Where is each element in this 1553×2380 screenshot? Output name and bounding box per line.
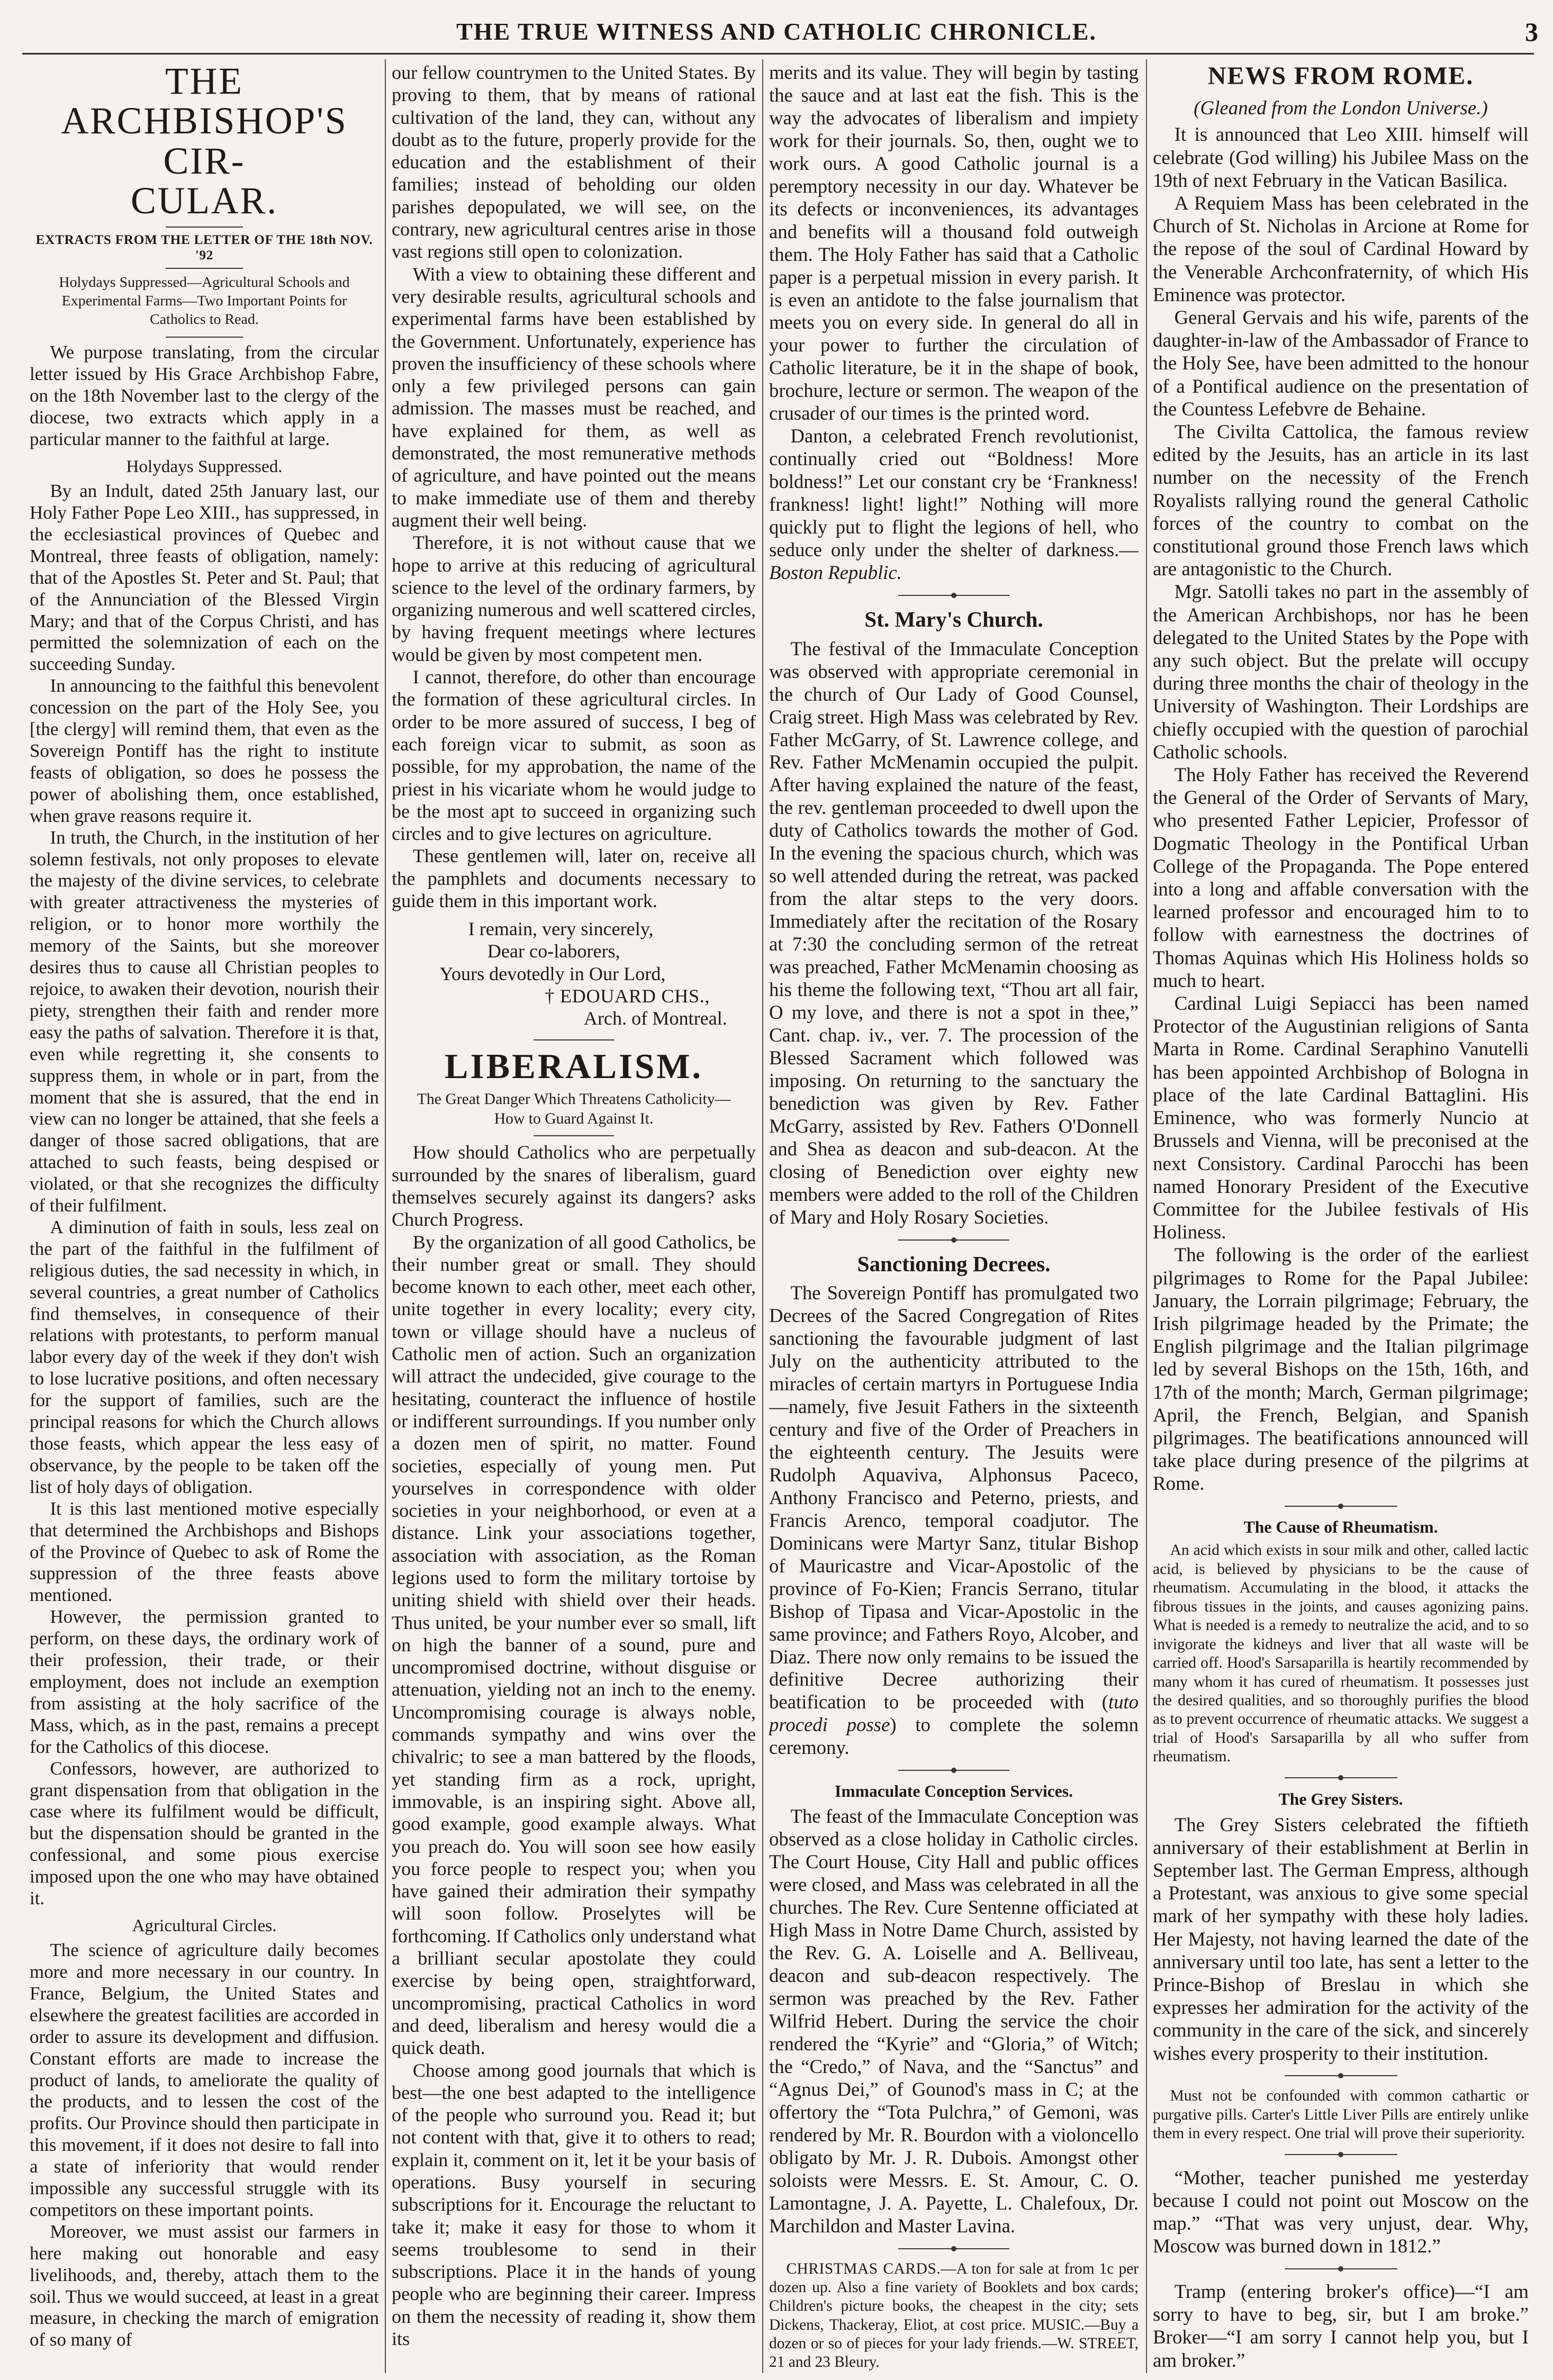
section-separator [1285, 2075, 1397, 2076]
column-3 [769, 61, 1139, 2372]
paragraph-text: ) to complete the solemn ceremony. [769, 1714, 1139, 1759]
circular-extract-line: EXTRACTS FROM THE LETTER OF THE 18th NOV. '92 [35, 232, 373, 263]
section-separator [1285, 2154, 1397, 2155]
masthead-title: THE TRUE WITNESS AND CATHOLIC CHRONICLE. [456, 18, 1097, 45]
column-4 [1153, 61, 1529, 2372]
section-separator [1285, 2268, 1397, 2269]
signature-line: I remain, very sincerely, [468, 918, 654, 940]
article-paragraph: We purpose translating, from the circular letter issued by His Grace Archbishop Fabre, on the 18th November last to the clergy of the diocese, two extracts which apply in a particular manner to the faithful at large. [30, 342, 379, 450]
section-separator [898, 2248, 1009, 2249]
immaculate-headline: Immaculate Conception Services. [835, 1781, 1073, 1800]
source-note: (Gleaned from the London Universe.) [1194, 96, 1488, 119]
ad-lead: CHRISTMAS CARDS. [786, 2260, 941, 2277]
article-paragraph: The Grey Sisters celebrated the fiftieth anniversary of their establishment at Berlin in September last. The German Empress, although a Protestant, was anxious to give some special mark of her sympathy with these holy ladies. Her Majesty, not having learned the date of the anniversary until too late, has sent a letter to the Prince-Bishop of Breslau in which she expresses her admiration for the activity of the community in the care of the sick, and sincerely wishes every prosperity to their institution. [1153, 1813, 1529, 2064]
column-rule [762, 59, 763, 2373]
decrees-headline: Sanctioning Decrees. [857, 1251, 1051, 1276]
article-paragraph: The science of agriculture daily becomes more and more necessary in our country. In France, Belgium, the United States and elsewhere the greatest facilities are accorded in order to assure its development and diffusion. Constant efforts are made to increase the product of lands, to ameliorate the quality of the products, and to lessen the cost of the profits. Our Province should then participate in this movement, if it does not desire to fall into a state of inferiority that would render impossible any successful struggle with its competitors on these important points. [30, 1940, 379, 2220]
circular-deck: Holydays Suppressed—Agricultural Schools and Experimental Farms—Two Important Points for Catholics to Read. [59, 274, 350, 328]
article-paragraph: The Civilta Cattolica, the famous review edited by the Jesuits, has an article in its last number on the necessity of the French Royalists rallying round the general Catholic forces of the country to combat on the constitutional ground those French laws which are antagonistic to the Church. [1153, 421, 1529, 580]
article-paragraph: How should Catholics who are perpetually surrounded by the snares of liberalism, guard themselves securely against its dangers? asks Church Progress. [392, 1142, 756, 1230]
article-paragraph: By the organization of all good Catholics, be their number great or small. They should become known to each other, meet each other, unite together in every locality; every city, town or village should have a nucleus of Catholic men of action. Such an organization will attract the undecided, give courage to the hesitating, counteract the influence of hostile or indifferent surroundings. If you number only a dozen men of spirit, no matter. Found societies, especially of young men. Put yourselves in correspondence with older societies in your neighborhood, or even at a distance. Link your associations together, association with association, as the Roman legions used to form the military tortoise by uniting shield with shield over their heads. Thus united, be your number ever so small, lift on high the banner of a sound, pure and uncompromised doctrine, without disguise or attenuation, yielding not an inch to the enemy. Uncompromising courage is always noble, commands sympathy and wins over the chivalric; to see a man battered by the floods, yet standing firm as a rock, upright, immovable, is an inspiring sight. Above all, good example, good example always. What you preach do. You will soon see how easily you force people to respect you; when you have gained their admiration their sympathy will soon follow. Proselytes will be forthcoming. If Catholics only understand what a brilliant secular apostolate they could exercise by being open, straightforward, uncompromising, practical Catholics in word and deed, liberalism and heresy would die a quick death. [392, 1231, 756, 2059]
column-flow [30, 61, 379, 2351]
article-paragraph: I cannot, therefore, do other than encourage the formation of these agricultural circles. In order to be more assured of success, I beg of each foreign vicar to submit, as soon as possible, for my approbation, the name of the priest in his vicariate whom he would judge to be the most apt to succeed in organizing such circles and to give lectures on agriculture. [392, 666, 756, 845]
article-paragraph: A Requiem Mass has been celebrated in the Church of St. Nicholas in Arcione at Rome for the repose of the soul of Cardinal Howard by the Venerable Archconfraternity, of which His Eminence was protector. [1153, 192, 1529, 305]
rheumatism-headline: The Cause of Rheumatism. [1243, 1518, 1438, 1537]
source-credit: Boston Republic. [769, 561, 902, 583]
column-flow [1153, 61, 1529, 2372]
article-paragraph: It is announced that Leo XIII. himself will celebrate (God willing) his Jubilee Mass on the 19th of next February in the Vatican Basilica. [1153, 123, 1529, 191]
section-separator [898, 595, 1009, 596]
article-paragraph: The Holy Father has received the Reverend the General of the Order of Servants of Mary, who presented Father Lepicier, Professor of Dogmatic Theology in the Pontifical Urban College of the Propaganda. The Pope entered into a long and affable conversation with the learned professor and encouraged him to to follow with earnestness the doctrines of Thomas Aquinas which His Holiness holds so much to heart. [1153, 764, 1529, 991]
paragraph-text: The Sovereign Pontiff has promulgated two Decrees of the Sacred Congregation of Rites sanctioning the favourable judgment of last July on the authenticity attributed to the miracles of certain martyrs in Portuguese India—namely, five Jesuit Fathers in the sixteenth century and five of the Order of Preachers in the eighteenth century. The Jesuits were Rudolph Aquaviva, Alphonsus Paceco, Anthony Francisco and Peterno, priests, and Francis Arenco, temporal coadjutor. The Dominicans were Martyr Sanz, titular Bishop of Mauricastre and Vicar-Apostolic of the province of Fo-Kien; Francis Serrano, titular Bishop of Tipasa and Vicar-Apostolic in the same province; and Fathers Royo, Alcober, and Diaz. There now only remains to be issued the definitive Decree authorizing their beatification to be proceeded with ( [769, 1282, 1139, 1713]
christmas-cards-ad [769, 2260, 1139, 2372]
article-paragraph: With a view to obtaining these different and very desirable results, agricultural schools and experimental farms have been established by the Government. Unfortunately, experience has proven the insufficiency of these schools where only a few privileged persons can gain admission. The masses must be reached, and have explained for them, as well as demonstrated, the most remunerative methods of agriculture, and have pointed out the means to make immediate use of them and thereby augment their well being. [392, 263, 756, 531]
article-paragraph: Cardinal Luigi Sepiacci has been named Protector of the Augustinian religions of Santa Marta in Rome. Cardinal Seraphino Vanutelli has been appointed Archbishop of Bologna in place of the late Cardinal Battaglini. His Eminence, who was formerly Nuncio at Brussels and Vienna, will be preconised at the next Consistory. Cardinal Parocchi has been named Honorary President of the Executive Committee for the Jubilee festivals of His Holiness. [1153, 992, 1529, 1243]
article-paragraph: The following is the order of the earliest pilgrimages to Rome for the Papal Jubilee: January, the Lorrain pilgrimage; February, the Irish pilgrimage headed by the Primate; the English pilgrimage and the Italian pilgrimage led by several Bishops on the 15th, 16th, and 17th of the month; March, German pilgrimage; April, the French, Belgian, and Spanish pilgrimages. The beatifications announced will take place during presence of the pilgrims at Rome. [1153, 1244, 1529, 1495]
article-paragraph: Mgr. Satolli takes no part in the assembly of the American Archbishops, nor has he been delegated to the United States by the Pope with any such object. But the prelate will occupy during three months the chair of theology in the University of Washington. Their Lordships are chiefly occupied with the question of parochial Catholic schools. [1153, 581, 1529, 763]
article-paragraph: In announcing to the faithful this benevolent concession on the part of the Holy See, you [the clergy] will remind them, that even as the Sovereign Pontiff has the right to institute feasts of obligation, so does he possess the power of abolishing them, once established, when grave reasons require it. [30, 675, 379, 826]
column-rule [385, 59, 386, 2373]
article-paragraph: However, the permission granted to perform, on these days, the ordinary work of their profession, their trade, or their employment, does not include an exemption from assisting at the holy sacrifice of the Mass, which, as in the past, remains a precept for the Catholics of this diocese. [30, 1606, 379, 1757]
article-paragraph: Moreover, we must assist our farmers in here making out honorable and easy livelihoods, and, thereby, attach them to the soil. Thus we would succeed, at least in a great measure, in checking the march of emigration of so many of [30, 2221, 379, 2350]
article-paragraph: By an Indult, dated 25th January last, our Holy Father Pope Leo XIII., has suppressed, in the ecclesiastical provinces of Quebec and Montreal, three feasts of obligation, namely: that of the Apostles St. Peter and St. Paul; that of the Annunciation of the Blessed Virgin Mary; and that of the Corpus Christi, and has permitted the solemnization of each on the succeeding Sunday. [30, 481, 379, 675]
short-rule [166, 227, 242, 228]
section-heading: Holydays Suppressed. [126, 456, 283, 476]
liberalism-headline: LIBERALISM. [444, 1047, 703, 1087]
column-1 [30, 61, 379, 2372]
signature-line: Arch. of Montreal. [583, 1008, 727, 1029]
column-flow [769, 61, 1139, 2372]
section-separator [1285, 1777, 1397, 1778]
article-paragraph: In truth, the Church, in the institution of her solemn festivals, not only proposes to elevate the majesty of the divine services, to celebrate with greater attractiveness the mysteries of religion, or to honor more worthily the memory of the Saints, but she moreover desires thus to cause all Christian peoples to rejoice, to awaken their devotion, nourish their piety, strengthen their faith and render more easy the paths of salvation. Therefore it is that, even while regretting it, she consents to suppress them, in whole or in part, from the moment that she is assured, that the end in view can no longer be attained, that she feels a danger of those sacred obligations, that are attached to such feasts, being despised or violated, or that she recognizes the difficulty of their fulfilment. [30, 827, 379, 1216]
paragraph-text: Danton, a celebrated French revolutionist, continually cried out “Boldness! More boldness!” Let our constant cry be ‘Frankness! frankness! light! light!” Nothing will more quickly put to flight the legions of hell, who seduce only under the shelter of darkness.— [769, 425, 1139, 561]
rheumatism-ad: An acid which exists in sour milk and other, called lactic acid, is believed by physicians to be the cause of rheumatism. Accumulating in the blood, it attacks the fibrous tissues in the joints, and causes agonizing pains. What is needed is a remedy to neutralize the acid, and to so invigorate the kidneys and liver that all waste will be carried off. Hood's Sarsaparilla is heartily recommended by many whom it has cured of rheumatism. It possesses just the desired qualities, and so thoroughly purifies the blood as to prevent occurrence of rheumatic attacks. We suggest a trial of Hood's Sarsaparilla by all who suffer from rheumatism. [1153, 1542, 1529, 1766]
section-heading: Agricultural Circles. [132, 1915, 277, 1935]
article-paragraph: merits and its value. They will begin by tasting the sauce and at last eat the fish. This is the way the advocates of liberalism and impiety work for their journals. So, then, ought we to work ours. A good Catholic journal is a peremptory necessity in our day. Whatever be its defects or inconveniences, its advantages and benefits will a thousand fold outweigh them. The Holy Father has said that a Catholic paper is a perpetual mission in every parish. It is even an antidote to the false journalism that meets you on every side. In general do all in your power to further the circulation of Catholic literature, be it in the shape of book, brochure, lecture or sermon. The weapon of the crusader of our times is the printed word. [769, 61, 1139, 424]
column-2 [392, 61, 756, 2372]
joke-paragraph: Tramp (entering broker's office)—“I am sorry to have to beg, sir, but I am broke.” Broker—“I am sorry I cannot help you, but I am broker.” [1153, 2280, 1529, 2371]
short-rule [534, 1039, 613, 1040]
article-paragraph: Choose among good journals that which is best—the one best adapted to the intelligence of the people who surround you. Read it; but not content with that, give it to others to read; explain it, comment on it, let it be your basis of operations. Busy yourself in securing subscriptions for it. Encourage the reluctant to take it; make it easy for those to whom it seems troublesome to send in their subscriptions. Place it in the hands of young people who are beginning their career. Impress on them the necessity of reading it, show them its [392, 2059, 756, 2350]
article-paragraph: The feast of the Immaculate Conception was observed as a close holiday in Catholic circles. The Court House, City Hall and public offices were closed, and Mass was celebrated in all the churches. The Rev. Cure Sentenne officiated at High Mass in Notre Dame Church, assisted by the Rev. G. A. Loiselle and A. Belliveau, deacon and sub-deacon respectively. The sermon was preached by the Rev. Father Wilfrid Hebert. During the service the choir rendered the “Kyrie” and “Gloria,” of Witch; the “Credo,” of Nava, and the “Sanctus” and “Agnus Dei,” of Gounod's mass in C; at the offertory the “Tota Pulchra,” of Gemoni, was rendered by Mr. R. Bourdon with a violoncello obligato by Mr. J. R. Dubois. Amongst other soloists were Messrs. E. St. Amour, C. O. Lamontagne, J. A. Payette, L. Chalefoux, Dr. Marchildon and Master Lavina. [769, 1805, 1139, 2237]
article-paragraph: A diminution of faith in souls, less zeal on the part of the faithful in the fulfilment of religious duties, the sad necessity in which, in several countries, a great number of Catholics find themselves, in consequence of their relations with protestants, to perform manual labor every day of the week if they don't wish to lose lucrative positions, and often necessary for the support of families, such are the principal reasons for which the Church allows those feasts, which appear the less easy of observance, by the people to be taken off the list of holy days of obligation. [30, 1216, 379, 1497]
section-separator [898, 1770, 1009, 1771]
article-paragraph: General Gervais and his wife, parents of the daughter-in-law of the Ambassador of France to the Holy See, have been admitted to the honour of a Pontifical audience on the presentation of the Countess Lefebvre de Behaine. [1153, 306, 1529, 420]
article-paragraph [769, 425, 1139, 584]
joke-paragraph: “Mother, teacher punished me yesterday because I could not point out Moscow on the map.” “That was very unjust, dear. Why, Moscow was burned down in 1812.” [1153, 2166, 1529, 2257]
short-rule [534, 1135, 613, 1136]
section-separator [1285, 1506, 1397, 1507]
grey-sisters-headline: The Grey Sisters. [1278, 1789, 1403, 1808]
liberalism-deck: The Great Danger Which Threatens Catholicity—How to Guard Against It. [417, 1091, 731, 1128]
article-paragraph [769, 1282, 1139, 1759]
column-rule [1146, 59, 1147, 2373]
article-paragraph: Confessors, however, are authorized to grant dispensation from that obligation in the case where its fulfilment would be difficult, but the dispensation should be granted in the confessional, and some pious exercise imposed upon the one who may have obtained it. [30, 1758, 379, 1909]
circular-headline-line: CULAR. [130, 179, 278, 222]
short-rule [166, 337, 242, 338]
st-marys-headline: St. Mary's Church. [864, 607, 1043, 632]
ad-text: —A ton for sale at from 1c per dozen up. Also a fine variety of Booklets and box cards; Children's picture books, the cheapest in the city; sets Dickens, Thackeray, Eliot, at cost price. MUSIC.—Buy a dozen or so of pieces for your lady friends.—W. STREET, 21 and 23 Bleury. [769, 2260, 1139, 2371]
section-separator [898, 1239, 1009, 1241]
latin-phrase: tuto procedi posse [769, 1691, 1139, 1736]
article-paragraph: The festival of the Immaculate Conception was observed with appropriate ceremonial in the church of Our Lady of Good Counsel, Craig street. High Mass was celebrated by Rev. Father McGarry, of St. Lawrence college, and Rev. Father McMenamin occupied the pulpit. After having explained the nature of the feast, the rev. gentleman proceeded to dwell upon the duty of Catholics towards the mother of God. In the evening the spacious church, which was so well attended during the retreat, was packed from the altar steps to the very doors. Immediately after the recitation of the Rosary at 7:30 the concluding sermon of the retreat was preached, Father McMenamin choosing as his theme the following text, “Thou art all fair, O my love, and there is not a spot in thee,” Cant. chap. iv., ver. 7. The procession of the Blessed Sacrament which followed was imposing. On returning to the sanctuary the benediction was given by Rev. Father McGarry, assisted by Rev. Fathers O'Donnell and Shea as deacon and sub-deacon. At the closing of Benediction over eighty new members were added to the roll of the Children of Mary and Holy Rosary Societies. [769, 637, 1139, 1228]
article-paragraph: These gentlemen will, later on, receive all the pamphlets and documents necessary to guide them in this important work. [392, 845, 756, 911]
article-paragraph: our fellow countrymen to the United States. By proving to them, that by means of rational cultivation of the land, they can, without any doubt as to the future, properly provide for the education and the establishment of their families; instead of beholding our olden parishes depopulated, we will see, on the contrary, new agricultural centres arise in those vast regions still open to colonization. [392, 62, 756, 263]
signature-line: † EDOUARD CHS., [545, 985, 710, 1007]
signature-line: Yours devotedly in Our Lord, [439, 963, 666, 984]
signature-block [392, 918, 756, 1029]
circular-headline [30, 61, 379, 221]
short-rule [166, 268, 242, 269]
circular-headline-line: THE ARCHBISHOP'S CIR- [61, 61, 348, 182]
article-paragraph: Therefore, it is not without cause that we hope to arrive at this reducing of agricultural science to the level of the ordinary farmers, by organizing numerous and well scattered circles, by having frequent meetings where lectures would be given by most competent men. [392, 532, 756, 665]
signature-line: Dear co-laborers, [487, 940, 620, 962]
pills-ad: Must not be confounded with common cathartic or purgative pills. Carter's Little Liver Pills are entirely unlike them in every respect. One trial will prove their superiority. [1153, 2087, 1529, 2142]
column-flow [392, 61, 756, 2350]
page-number: 3 [1525, 17, 1538, 47]
news-from-rome-headline: NEWS FROM ROME. [1207, 62, 1474, 90]
article-paragraph: It is this last mentioned motive especially that determined the Archbishops and Bishops of the Province of Quebec to ask of Rome the suppression of the three feasts above mentioned. [30, 1498, 379, 1606]
masthead-rule [22, 53, 1534, 55]
